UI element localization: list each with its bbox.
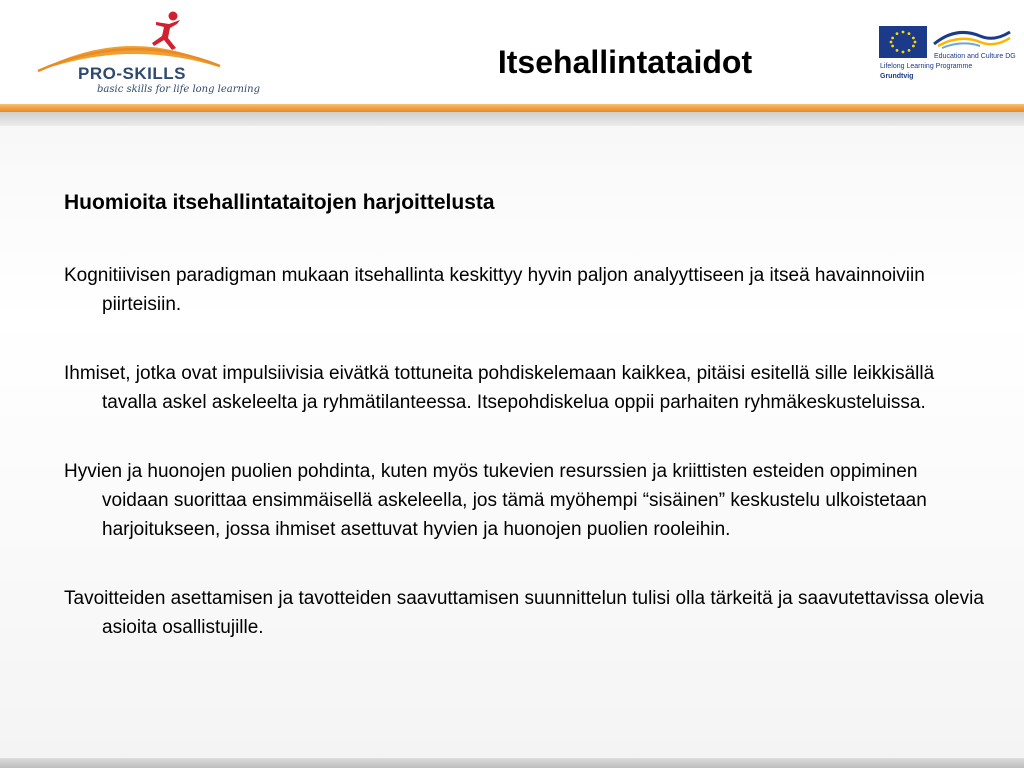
logo-tagline: basic skills for life long learning	[97, 84, 261, 95]
partner-line-3: Grundtvig	[880, 73, 914, 80]
header-shadow	[0, 112, 1024, 126]
eu-lifelong-learning-logo	[876, 22, 1016, 88]
slide-title: Itsehallintataidot	[497, 44, 753, 80]
paragraph: Kognitiivisen paradigman mukaan itsehallinta keskittyy hyvin paljon analyyttiseen ja itseä havainnoiviin piirteisiin.	[64, 265, 925, 315]
partner-line-2: Lifelong Learning Programme	[880, 63, 973, 70]
partner-line-1: Education and Culture DG	[934, 53, 1016, 60]
slide-header	[0, 0, 1024, 104]
slide-content	[64, 188, 984, 642]
paragraph: Ihmiset, jotka ovat impulsiivisia eivätkä tottuneita pohdiskelemaan kaikkea, pitäisi esitellä sille leikkisällä tavalla askel askeleelta ja ryhmätilanteessa. Itsepohdiskelua oppii parhaiten ryhmäkeskusteluissa.	[64, 363, 935, 413]
header-accent-bar	[0, 104, 1024, 112]
pro-skills-logo	[30, 8, 260, 100]
footer-strip	[0, 758, 1024, 768]
paragraph: Hyvien ja huonojen puolien pohdinta, kuten myös tukevien resurssien ja kriittisten esteiden oppiminen voidaan suorittaa ensimmäisellä askeleella, jos tämä myöhempi “sisäinen” keskustelu ulkoistetaan harjoitukseen, jossa ihmiset asettuvat hyvien ja huonojen puolien rooleihin.	[64, 461, 927, 540]
paragraph: Tavoitteiden asettamisen ja tavotteiden saavuttamisen suunnittelun tulisi olla tärkeitä ja saavutettavissa olevia asioita osallistujille.	[64, 588, 984, 638]
content-heading: Huomioita itsehallintataitojen harjoittelusta	[64, 191, 495, 214]
logo-name: PRO-SKILLS	[78, 64, 186, 83]
